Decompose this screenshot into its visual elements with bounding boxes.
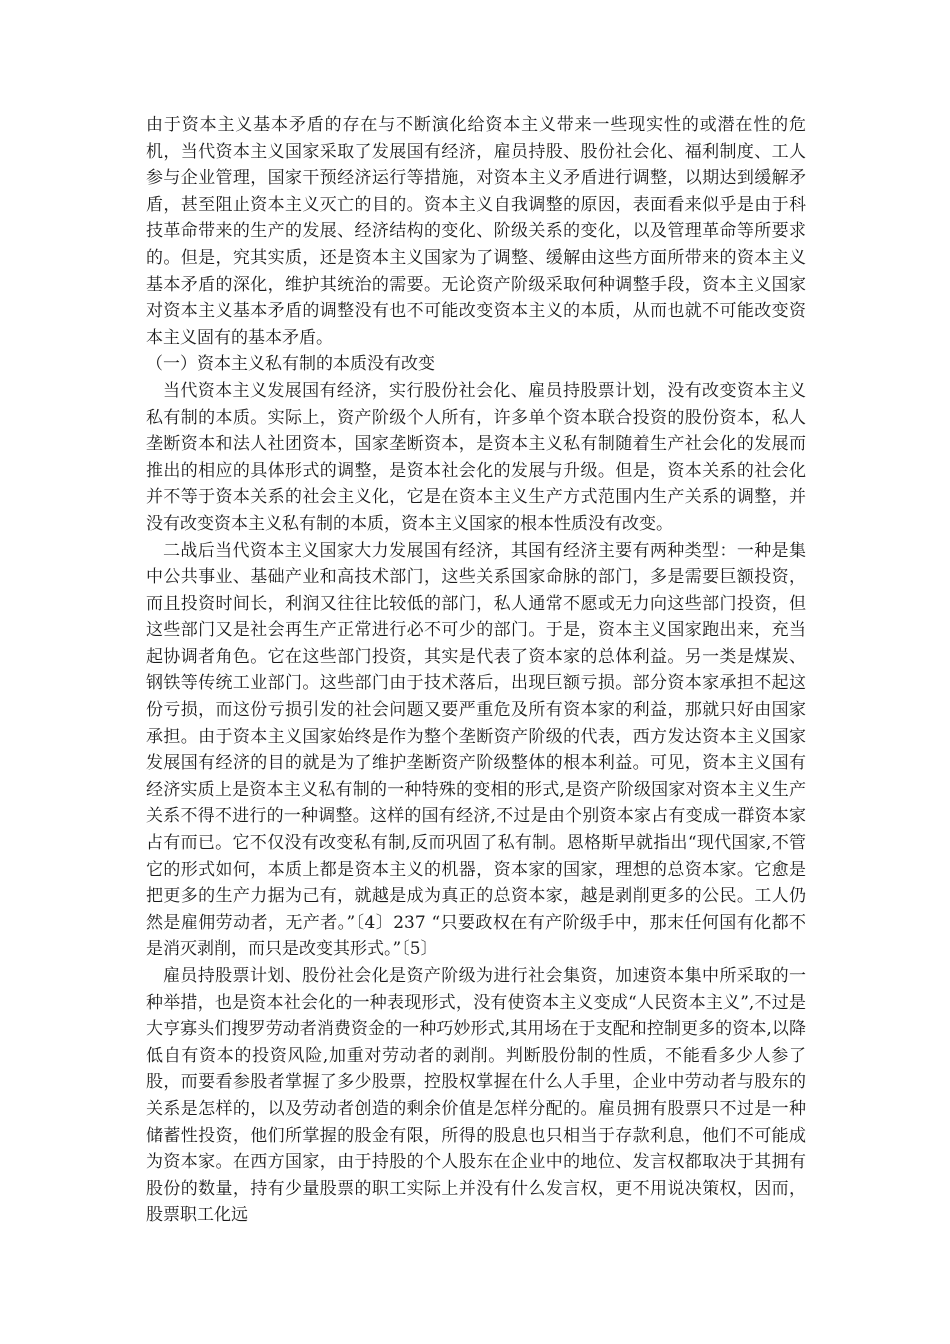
section-heading-1: （一）资本主义私有制的本质没有改变: [146, 354, 435, 375]
paragraph-state-economy: 二战后当代资本主义国家大力发展国有经济，其国有经济主要有两种类型：一种是集中公共事业、基础产业和高技术部门，这些关系国家命脉的部门，多是需要巨额投资，而且投资时间长，利润又往往比较低的部门，私人通常不愿或无力向这些部门投资，但这些部门又是社会再生产正常进行必不可少的部门。于是，资本主义国家跑出来，充当起协调者角色。它在这些部门投资，其实是代表了资本家的总体利益。另一类是煤炭、钢铁等传统工业部门。这些部门由于技术落后，出现巨额亏损。部分资本家承担不起这份亏损，而这份亏损引发的社会问题又要严重危及所有资本家的利益，那就只好由国家承担。由于资本主义国家始终是作为整个垄断资产阶级的代表，西方发达资本主义国家发展国有经济的目的就是为了维护垄断资产阶级整体的根本利益。可见，资本主义国有经济实质上是资本主义私有制的一种特殊的变相的形式,是资产阶级国家对资本主义生产关系不得不进行的一种调整。这样的国有经济,不过是由个别资本家占有变成一群资本家占有而已。它不仅没有改变私有制,反而巩固了私有制。恩格斯早就指出“现代国家,不管它的形式如何，本质上都是资本主义的机器，资本家的国家，理想的总资本家。它愈是把更多的生产力据为己有，就越是成为真正的总资本家，越是剥削更多的公民。工人仍然是雇佣劳动者，无产者。”〔4〕237 “只要政权在有产阶级手中，那末任何国有化都不是消灭剥削，而只是改变其形式。”〔5〕: [146, 540, 806, 960]
document-page: [146, 112, 806, 1229]
paragraph-intro: 由于资本主义基本矛盾的存在与不断演化给资本主义带来一些现实性的或潜在性的危机，当代资本主义国家采取了发展国有经济，雇员持股、股份社会化、福利制度、工人参与企业管理，国家干预经济运行等措施，对资本主义矛盾进行调整，以期达到缓解矛盾，甚至阻止资本主义灭亡的目的。资本主义自我调整的原因，表面看来似乎是由于科技革命带来的生产的发展、经济结构的变化、阶级关系的变化，以及管理革命等所要求的。但是，究其实质，还是资本主义国家为了调整、缓解由这些方面所带来的资本主义基本矛盾的深化，维护其统治的需要。无论资产阶级采取何种调整手段，资本主义国家对资本主义基本矛盾的调整没有也不可能改变资本主义的本质，从而也就不可能改变资本主义固有的基本矛盾。: [146, 115, 806, 348]
paragraph-private-ownership: 当代资本主义发展国有经济，实行股份社会化、雇员持股票计划，没有改变资本主义私有制的本质。实际上，资产阶级个人所有，许多单个资本联合投资的股份资本，私人垄断资本和法人社团资本，国家垄断资本，是资本主义私有制随着生产社会化的发展而推出的相应的具体形式的调整，是资本社会化的发展与升级。但是，资本关系的社会化并不等于资本关系的社会主义化，它是在资本主义生产方式范围内生产关系的调整，并没有改变资本主义私有制的本质，资本主义国家的根本性质没有改变。: [146, 380, 806, 534]
paragraph-employee-shares: 雇员持股票计划、股份社会化是资产阶级为进行社会集资，加速资本集中所采取的一种举措，也是资本社会化的一种表现形式，没有使资本主义变成“人民资本主义”,不过是大亨寡头们搜罗劳动者消费资金的一种巧妙形式,其用场在于支配和控制更多的资本,以降低自有资本的投资风险,加重对劳动者的剥削。判断股份制的性质，不能看多少人参了股，而要看参股者掌握了多少股票，控股权掌握在什么人手里，企业中劳动者与股东的关系是怎样的，以及劳动者创造的剩余价值是怎样分配的。雇员拥有股票只不过是一种储蓄性投资，他们所掌握的股金有限，所得的股息也只相当于存款利息，他们不可能成为资本家。在西方国家，由于持股的个人股东在企业中的地位、发言权都取决于其拥有股份的数量，持有少量股票的职工实际上并没有什么发言权，更不用说决策权，因而，股票职工化远: [146, 966, 806, 1226]
